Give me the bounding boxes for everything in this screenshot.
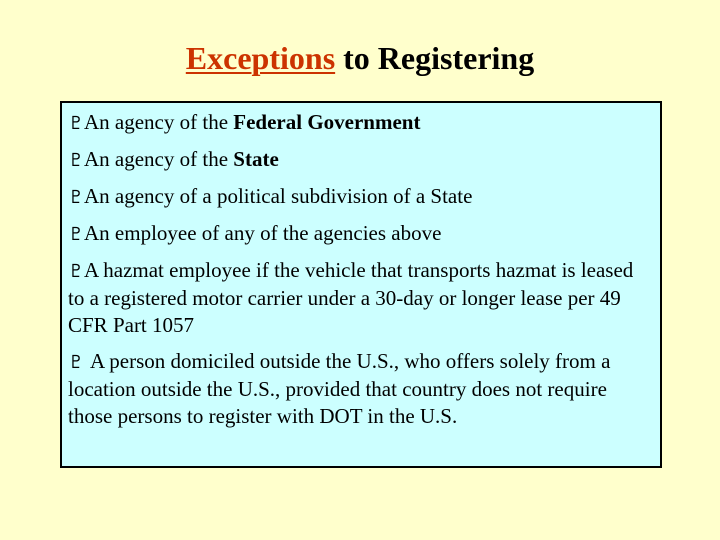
- exceptions-box: [60, 101, 662, 468]
- item-text: An employee of any of the agencies above: [84, 221, 442, 245]
- item-text: A hazmat employee if the vehicle that transports hazmat is leased to a registered motor carrier under a 30-day or longer lease per 49 CFR Part 1057: [68, 258, 634, 337]
- title-accent-word: Exceptions: [185, 40, 336, 76]
- list-item: [68, 146, 652, 174]
- bullet-icon: ♇: [68, 150, 85, 170]
- item-text-bold: Federal Government: [233, 110, 421, 134]
- bullet-icon: ♇: [68, 261, 85, 281]
- bullet-icon: ♇: [68, 113, 85, 133]
- list-item: [68, 257, 652, 339]
- item-text: An agency of a political subdivision of a State: [84, 184, 473, 208]
- item-text: An agency of the: [84, 110, 234, 134]
- list-item: [68, 109, 652, 137]
- bullet-icon: ♇: [68, 352, 85, 372]
- slide-title: [0, 38, 720, 78]
- list-item: [68, 183, 652, 211]
- list-item: [68, 348, 652, 430]
- item-text-bold: State: [233, 147, 279, 171]
- item-text: An agency of the: [84, 147, 234, 171]
- title-rest: to Registering: [335, 40, 535, 76]
- bullet-icon: ♇: [68, 224, 85, 244]
- item-text: A person domiciled outside the U.S., who offers solely from a location outside the U.S., provided that country does not require those persons to register with DOT in the U.S.: [68, 349, 611, 428]
- list-item: [68, 220, 652, 248]
- bullet-icon: ♇: [68, 187, 85, 207]
